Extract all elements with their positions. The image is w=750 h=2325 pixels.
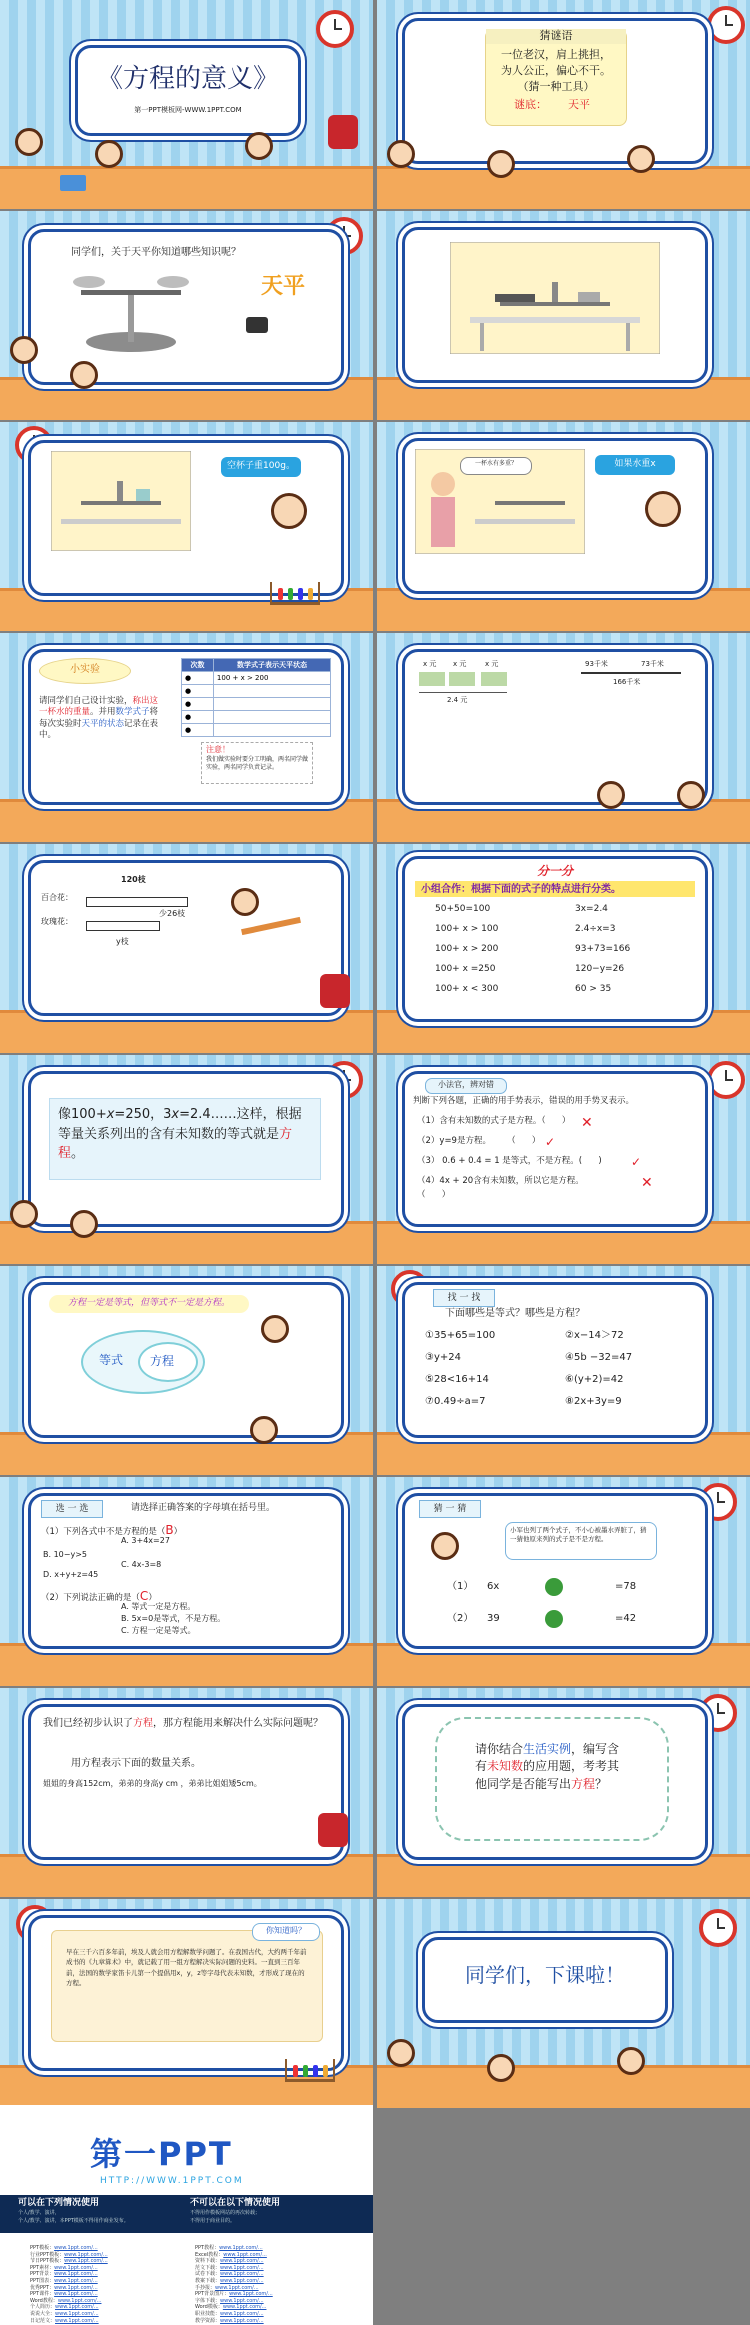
kid-illustration — [70, 1210, 98, 1238]
slide-14[interactable] — [377, 1266, 750, 1475]
clock-icon — [707, 1061, 745, 1099]
title-card — [75, 45, 301, 136]
subtitle: 第一PPT模板网-WWW.1PPT.COM — [134, 106, 242, 114]
table-header: 次数 — [182, 659, 214, 672]
note-title: 注意！ — [206, 745, 230, 754]
riddle-line: 一位老汉，肩上挑担， — [501, 48, 611, 61]
footer-link[interactable]: 资料下载：www.1ppt.com/... — [195, 2258, 264, 2265]
expression: 100+ x > 200 — [435, 944, 499, 954]
content-card — [402, 856, 708, 1022]
footer-link[interactable]: 行业PPT模板：www.1ppt.com/... — [30, 2251, 108, 2258]
total-distance: 166千米 — [613, 678, 641, 686]
footer-link[interactable]: 教案下载：www.1ppt.com/... — [195, 2278, 264, 2284]
total-price: 2.4 元 — [447, 696, 468, 704]
riddle-box — [485, 29, 627, 126]
brand-url[interactable]: HTTP://WWW.1PPT.COM — [100, 2176, 244, 2186]
section-tag — [252, 1923, 320, 1941]
floor — [377, 166, 750, 209]
slide-17[interactable] — [0, 1688, 373, 1897]
content-card — [402, 438, 708, 594]
slide-12[interactable] — [377, 1055, 750, 1264]
kid-illustration — [245, 132, 273, 160]
top-count: 120枝 — [121, 875, 146, 884]
riddle-line: （猜一种工具） — [517, 80, 595, 93]
floor — [0, 1221, 373, 1264]
backpack-icon — [328, 115, 358, 149]
clock-icon — [316, 10, 354, 48]
floor — [377, 377, 750, 420]
expression: ⑦0.49÷a=7 — [425, 1396, 486, 1407]
girl-illustration — [271, 493, 307, 529]
scene-bubble — [460, 457, 532, 475]
footer-link[interactable]: PPT图表：www.1ppt.com/... — [30, 2278, 98, 2284]
definition-text: 像100+x=250，3x=2.4……这样，根据等量关系列出的含有未知数的等式就是方程。 — [58, 1107, 302, 1161]
tag-text: 找 一 找 — [447, 1293, 481, 1303]
slide-19[interactable] — [0, 1899, 373, 2108]
big-word: 天平 — [261, 274, 306, 299]
floor — [377, 588, 750, 631]
footer-link[interactable]: Excel教程：www.1ppt.com/... — [195, 2251, 267, 2258]
section-tag — [433, 1289, 495, 1307]
experiment-label: 小实验 — [70, 664, 100, 675]
expression: 50+50=100 — [435, 904, 491, 914]
floor — [0, 1643, 373, 1686]
tag-text: 小法官，辨对错 — [438, 1080, 494, 1089]
kid-illustration — [70, 361, 98, 389]
slide-16[interactable] — [377, 1477, 750, 1686]
expression: 100+ x > 100 — [435, 924, 499, 934]
price-label: x 元 — [423, 660, 437, 668]
girl-illustration — [645, 491, 681, 527]
footer-link[interactable]: 试卷下载：www.1ppt.com/... — [195, 2271, 264, 2278]
kid-illustration — [15, 128, 43, 156]
option[interactable]: B. 10−y>5 — [43, 1550, 87, 1559]
section-tag — [41, 1500, 103, 1518]
table-cell[interactable] — [213, 698, 330, 711]
answer-label: 谜底： — [514, 98, 547, 111]
slide-13[interactable] — [0, 1266, 373, 1475]
riddle-header: 猜谜语 — [486, 29, 626, 44]
slide-3[interactable] — [0, 211, 373, 420]
riddle-line: 为人公正，偏心不干。 — [501, 64, 611, 77]
note-box — [201, 742, 313, 784]
judge-item: （ ） — [417, 1190, 451, 1200]
experiment-text: 请同学们自己设计实验，称出这一杯水的重量。并用数学式子将每次实验时天平的状态记录在表中。 — [39, 696, 159, 741]
teacher-illustration — [261, 1315, 289, 1343]
balance-photo — [450, 242, 660, 354]
floor — [0, 1854, 373, 1897]
expression: ②x−14＞72 — [565, 1330, 624, 1341]
clock-icon — [707, 6, 745, 44]
question-1: （1）下列各式中不是方程的是（B） — [41, 1523, 183, 1537]
footer-link[interactable]: 手抄报：www.1ppt.com/... — [195, 2284, 259, 2291]
expression: 60 > 35 — [575, 984, 612, 994]
option[interactable]: D. x+y+z=45 — [43, 1570, 99, 1579]
subtitle-band — [415, 881, 695, 897]
content-card — [402, 649, 708, 805]
section-tag — [419, 1500, 481, 1518]
distance-line — [581, 672, 681, 674]
question: 下面哪些是等式？哪些是方程？ — [445, 1308, 585, 1319]
record-table: 次数 数学式子表示天平状态 ● 100 + x > 200 ● ● ● ● — [181, 658, 331, 737]
row-term: 39 — [487, 1613, 500, 1624]
venn-inner — [138, 1342, 198, 1382]
footer-link[interactable]: 说说大全：www.1ppt.com/... — [30, 2311, 99, 2317]
row-result: =78 — [615, 1581, 637, 1592]
segment-1: 93千米 — [585, 660, 608, 668]
usage-bar — [0, 2195, 373, 2233]
content-card — [28, 1282, 344, 1438]
floor — [377, 2065, 750, 2108]
judge-item: （1）含有未知数的式子是方程。（ ） — [417, 1116, 571, 1126]
expression: 2.4÷x=3 — [575, 924, 616, 934]
row-index: （1） — [447, 1581, 474, 1592]
expression: ⑥(y+2)=42 — [565, 1374, 624, 1385]
boy-illustration — [431, 1532, 459, 1560]
ink-blot-icon — [545, 1578, 563, 1596]
abacus-icon — [285, 2059, 335, 2082]
balance-scale-image — [71, 272, 191, 352]
bubble-text: 空杯子重100g。 — [227, 461, 295, 471]
option[interactable]: A. 3+4x=27 — [121, 1536, 170, 1545]
footer-link[interactable]: 优秀PPT：www.1ppt.com/... — [30, 2284, 98, 2291]
segment-2: 73千米 — [641, 660, 664, 668]
item-image — [449, 672, 475, 686]
less-label: 少26枝 — [159, 909, 186, 918]
expression: 3x=2.4 — [575, 904, 608, 914]
seesaw — [241, 917, 301, 935]
content-card — [28, 860, 344, 1016]
expression: 100+ x < 300 — [435, 984, 499, 994]
cross-mark-icon: ✕ — [641, 1175, 653, 1191]
expression: 100+ x =250 — [435, 964, 496, 974]
footer-link[interactable]: Word教程：www.1ppt.com/... — [30, 2297, 102, 2304]
scene-bubble-text: 一杯水有多重？ — [474, 460, 517, 467]
footer-link[interactable]: PPT模板：www.1ppt.com/... — [30, 2245, 98, 2251]
venn-outer-label: 等式 — [99, 1353, 124, 1367]
footer-link[interactable]: PPT教程：www.1ppt.com/... — [195, 2245, 263, 2251]
expression: ⑤28<16+14 — [425, 1374, 489, 1385]
fact-box — [51, 1926, 323, 2042]
row-label: 百合花： — [41, 893, 73, 902]
floor — [0, 799, 373, 842]
bar-top — [86, 897, 188, 907]
content-card — [28, 1493, 344, 1649]
slide-20[interactable] — [377, 1899, 750, 2108]
row-term: 6x — [487, 1581, 500, 1592]
slide-15[interactable] — [0, 1477, 373, 1686]
content-card — [28, 1915, 344, 2071]
allowed-title: 可以在下列情况使用 — [18, 2198, 100, 2208]
floor — [0, 1432, 373, 1475]
speech-bubble — [595, 455, 675, 475]
balance-photo — [51, 451, 191, 551]
speech-bubble — [505, 1522, 657, 1560]
link-list — [0, 2240, 373, 2325]
check-mark-icon: ✓ — [631, 1155, 642, 1169]
row-result: =42 — [615, 1613, 637, 1624]
venn-inner-label: 方程 — [150, 1354, 175, 1368]
kid-illustration — [387, 140, 415, 168]
footer-link[interactable]: 范文下载：www.1ppt.com/... — [195, 2264, 264, 2271]
kid-illustration — [250, 1416, 278, 1444]
option[interactable]: A. 等式一定是方程。 — [121, 1602, 196, 1611]
floor — [377, 1643, 750, 1686]
content-card — [402, 1282, 708, 1438]
intro-text: 我们已经初步认识了方程，那方程能用来解决什么实际问题呢？ — [43, 1718, 323, 1729]
cross-mark-icon: ✕ — [581, 1115, 593, 1131]
instruction: 判断下列各题，正确的用手势表示，错误的用手势叉表示。 — [413, 1096, 635, 1106]
expression: ①35+65=100 — [425, 1330, 496, 1341]
slide-1[interactable] — [0, 0, 373, 209]
option[interactable]: C. 方程一定是等式。 — [121, 1626, 196, 1635]
slide-5[interactable] — [0, 422, 373, 631]
problem-text: 姐姐的身高152cm，弟弟的身高y cm ，弟弟比姐姐矮5cm。 — [43, 1779, 262, 1788]
expression: 120−y=26 — [575, 964, 625, 974]
tag-text: 你知道吗？ — [266, 1926, 306, 1935]
content-card — [422, 1937, 668, 2023]
kid-illustration — [231, 888, 259, 916]
slide-6[interactable] — [377, 422, 750, 631]
footer-link[interactable]: PPT素材：www.1ppt.com/... — [30, 2264, 98, 2271]
footer-link[interactable]: PPT背景图片：www.1ppt.com/... — [195, 2291, 273, 2298]
expression: ⑧2x+3y=9 — [565, 1396, 622, 1407]
brace-line — [419, 692, 507, 693]
floor — [0, 166, 373, 209]
footer-link[interactable]: 个人简历：www.1ppt.com/... — [30, 2304, 99, 2311]
experiment-cloud — [39, 658, 131, 684]
tag-text: 选 一 选 — [55, 1504, 89, 1514]
content-card — [402, 1071, 708, 1227]
abacus-icon — [270, 582, 320, 605]
slide-9[interactable] — [0, 844, 373, 1053]
question-text: 同学们，关于天平你知道哪些知识呢？ — [71, 247, 241, 258]
expression: 93+73=166 — [575, 944, 631, 954]
slide-2[interactable] — [377, 0, 750, 209]
footer-link[interactable]: 日记范文：www.1ppt.com/... — [30, 2317, 99, 2324]
expression: ④5b −32=47 — [565, 1352, 633, 1363]
content-card — [402, 1493, 708, 1649]
kid-illustration — [597, 781, 625, 809]
kid-illustration — [617, 2047, 645, 2075]
footer-link[interactable]: 教学资源：www.1ppt.com/... — [195, 2317, 264, 2324]
slide-18[interactable] — [377, 1688, 750, 1897]
row-index: （2） — [447, 1613, 474, 1624]
content-card — [402, 1704, 708, 1860]
footer-link[interactable]: 字体下载：www.1ppt.com/... — [195, 2297, 264, 2304]
kid-illustration — [627, 145, 655, 173]
note-text: 我们做实验时要分工明确，两名同学做实验，两名同学负责记录。 — [206, 756, 309, 772]
bottom-label: y枝 — [116, 937, 129, 946]
bubble-text: 如果水重x — [614, 459, 656, 469]
table-cell[interactable] — [213, 711, 330, 724]
option[interactable]: C. 4x-3=8 — [121, 1560, 162, 1569]
allowed-note: 个人/教学、演讲， — [18, 2210, 60, 2216]
floor — [377, 1432, 750, 1475]
content-card — [28, 1704, 344, 1860]
definition-box — [49, 1098, 321, 1180]
footer-link[interactable]: 节日PPT模板：www.1ppt.com/... — [30, 2258, 108, 2265]
kid-illustration — [677, 781, 705, 809]
ink-blot-icon — [545, 1610, 563, 1628]
judge-item: （4）4x + 20含有未知数，所以它是方程。 — [417, 1176, 584, 1186]
slide-11[interactable] — [0, 1055, 373, 1264]
content-card — [402, 227, 708, 383]
judge-item: （3） 0.6 + 0.4 = 1 是等式，不是方程。( ) — [417, 1156, 602, 1166]
kid-illustration — [95, 140, 123, 168]
footer-link[interactable]: 职业技能：www.1ppt.com/... — [195, 2311, 264, 2317]
section-title: 分一分 — [536, 864, 573, 878]
slide-10[interactable] — [377, 844, 750, 1053]
kid-illustration — [487, 150, 515, 178]
footer-link[interactable]: PPT课件：www.1ppt.com/... — [30, 2291, 98, 2298]
task-text: 用方程表示下面的数量关系。 — [71, 1758, 201, 1769]
clock-icon — [699, 1909, 737, 1947]
check-mark-icon: ✓ — [545, 1135, 556, 1149]
slide-4[interactable] — [377, 211, 750, 420]
book-icon — [60, 175, 86, 191]
table-cell[interactable] — [213, 685, 330, 698]
subtitle: 小组合作：根据下面的式子的特点进行分类。 — [421, 884, 621, 895]
floor — [0, 1010, 373, 1053]
kid-illustration — [487, 2054, 515, 2082]
page-title: 《方程的意义》 — [96, 64, 279, 94]
footer-link[interactable]: PPT背景：www.1ppt.com/... — [30, 2271, 98, 2278]
content-card — [28, 1071, 344, 1227]
disallowed-note: 不得用于商业目的。 — [190, 2218, 236, 2224]
weights-icon — [246, 317, 268, 333]
slide-8[interactable] — [377, 633, 750, 842]
section-tag — [425, 1078, 507, 1094]
table-cell[interactable] — [213, 724, 330, 737]
expression: ③y+24 — [425, 1352, 461, 1363]
content-card — [28, 649, 344, 805]
disallowed-title: 不可以在以下情况使用 — [190, 2198, 281, 2208]
floor — [377, 1854, 750, 1897]
price-label: x 元 — [485, 660, 499, 668]
kid-illustration — [387, 2039, 415, 2067]
bar-bottom — [86, 921, 160, 931]
backpack-icon — [320, 974, 350, 1008]
table-header: 数学式子表示天平状态 — [213, 659, 330, 672]
instruction: 请选择正确答案的字母填在括号里。 — [131, 1503, 276, 1513]
answer-value: 天平 — [568, 98, 590, 111]
prompt-text: 请你结合生活实例，编写含有未知数的应用题，考考其他同学是否能写出方程？ — [475, 1742, 620, 1791]
price-label: x 元 — [453, 660, 467, 668]
table-cell[interactable]: 100 + x > 200 — [213, 672, 330, 685]
floor — [377, 1221, 750, 1264]
content-card — [28, 440, 344, 596]
banner — [49, 1295, 249, 1313]
item-image — [481, 672, 507, 686]
backpack-icon — [318, 1813, 348, 1847]
disallowed-note: 不得用作模板网站的再次转载； — [190, 2210, 261, 2216]
kid-illustration — [10, 1200, 38, 1228]
item-image — [419, 672, 445, 686]
venn-outer — [81, 1330, 205, 1394]
content-card — [28, 229, 344, 385]
footer-link[interactable]: Word模板：www.1ppt.com/... — [195, 2304, 267, 2311]
banner-text: 方程一定是等式，但等式不一定是方程。 — [67, 1298, 230, 1308]
tag-text: 猜 一 猜 — [433, 1504, 467, 1514]
judge-item: （2）y=9是方程。 （ ） — [417, 1136, 541, 1146]
fact-text: 早在三千六百多年前，埃及人就会用方程解数学问题了。在我国古代，大约两千年前成书的《九章算术》中，就记载了用一组方程解决实际问题的史料。一直到三百年前，法国的数学家笛卡儿第一个提倡用x，y，z等字母代表未知数，才形成了现在的方程。 — [66, 1948, 307, 1988]
row-label: 玫瑰花： — [41, 917, 73, 926]
slide-7[interactable] — [0, 633, 373, 842]
bubble-text: 小军也列了两个式子，不小心被墨水弄脏了，猜一猜他原来列的式子是不是方程。 — [510, 1526, 647, 1543]
kid-illustration — [10, 336, 38, 364]
option[interactable]: B. 5x=0是等式，不是方程。 — [121, 1614, 226, 1623]
question-2: （2）下列说法正确的是（C） — [41, 1589, 157, 1603]
closing-text: 同学们，下课啦！ — [465, 1963, 625, 1987]
allowed-note: 个人/教学、演讲，本PPT模板不得用作商业发布。 — [18, 2218, 129, 2224]
riddle-card — [402, 18, 708, 164]
speech-bubble — [221, 457, 301, 477]
brand-logo: 第一PPT — [90, 2135, 233, 2173]
